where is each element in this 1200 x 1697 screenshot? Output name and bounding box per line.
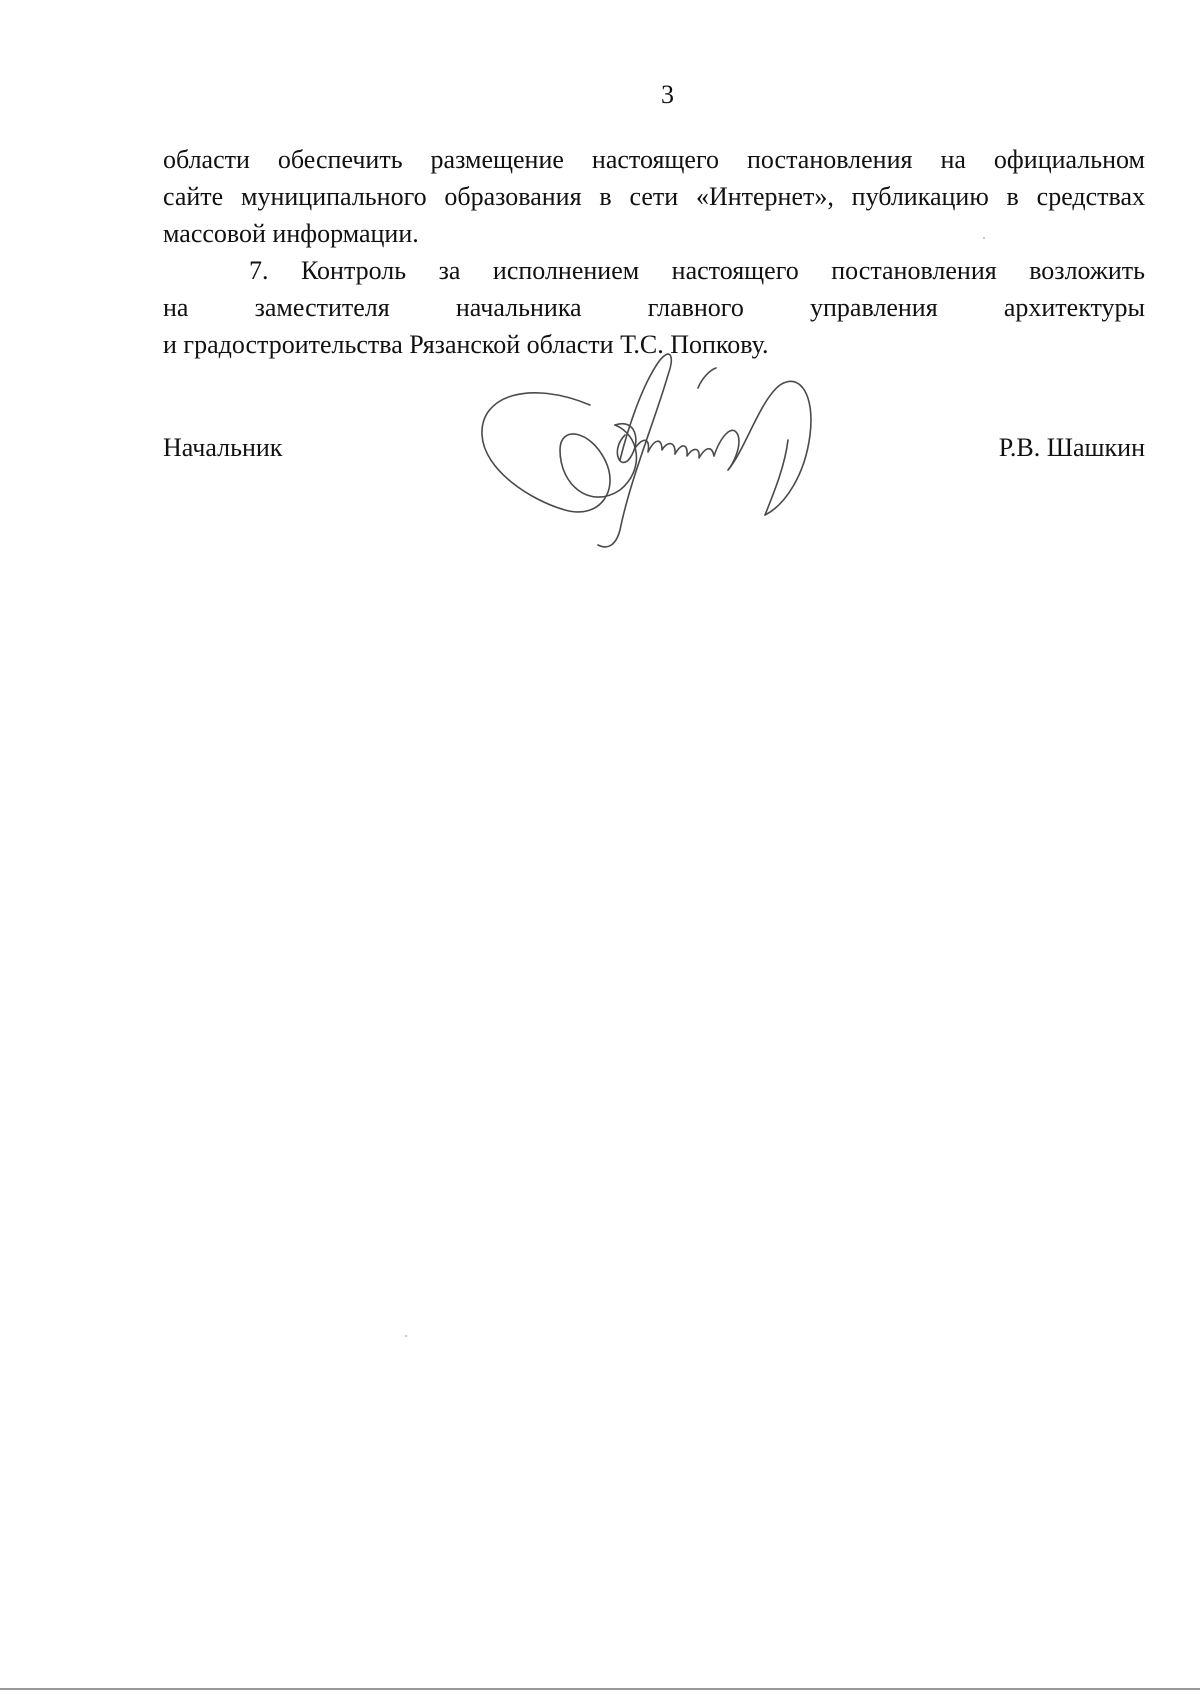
handwritten-signature [470, 340, 860, 560]
scan-edge-line [0, 1688, 1200, 1690]
paragraph-line: и градостроительства Рязанской области Т.С. Попкову. [163, 330, 769, 359]
paragraph-line: области обеспечить размещение настоящего постановления на официальном [163, 145, 1145, 174]
paragraph-line: сайте муниципального образования в сети «Интернет», публикацию в средствах [163, 182, 1145, 211]
paragraph-publication [163, 141, 1145, 252]
scan-speck [983, 237, 985, 239]
scan-speck [405, 1335, 407, 1337]
signatory-title: Начальник [163, 433, 283, 462]
paragraph-line: массовой информации. [163, 219, 419, 248]
paragraph-line: на заместителя начальника главного управления архитектуры [163, 293, 1145, 322]
page-number: 3 [661, 80, 674, 109]
paragraph-line: 7. Контроль за исполнением настоящего постановления возложить [249, 256, 1145, 285]
signatory-name: Р.В. Шашкин [998, 433, 1145, 462]
